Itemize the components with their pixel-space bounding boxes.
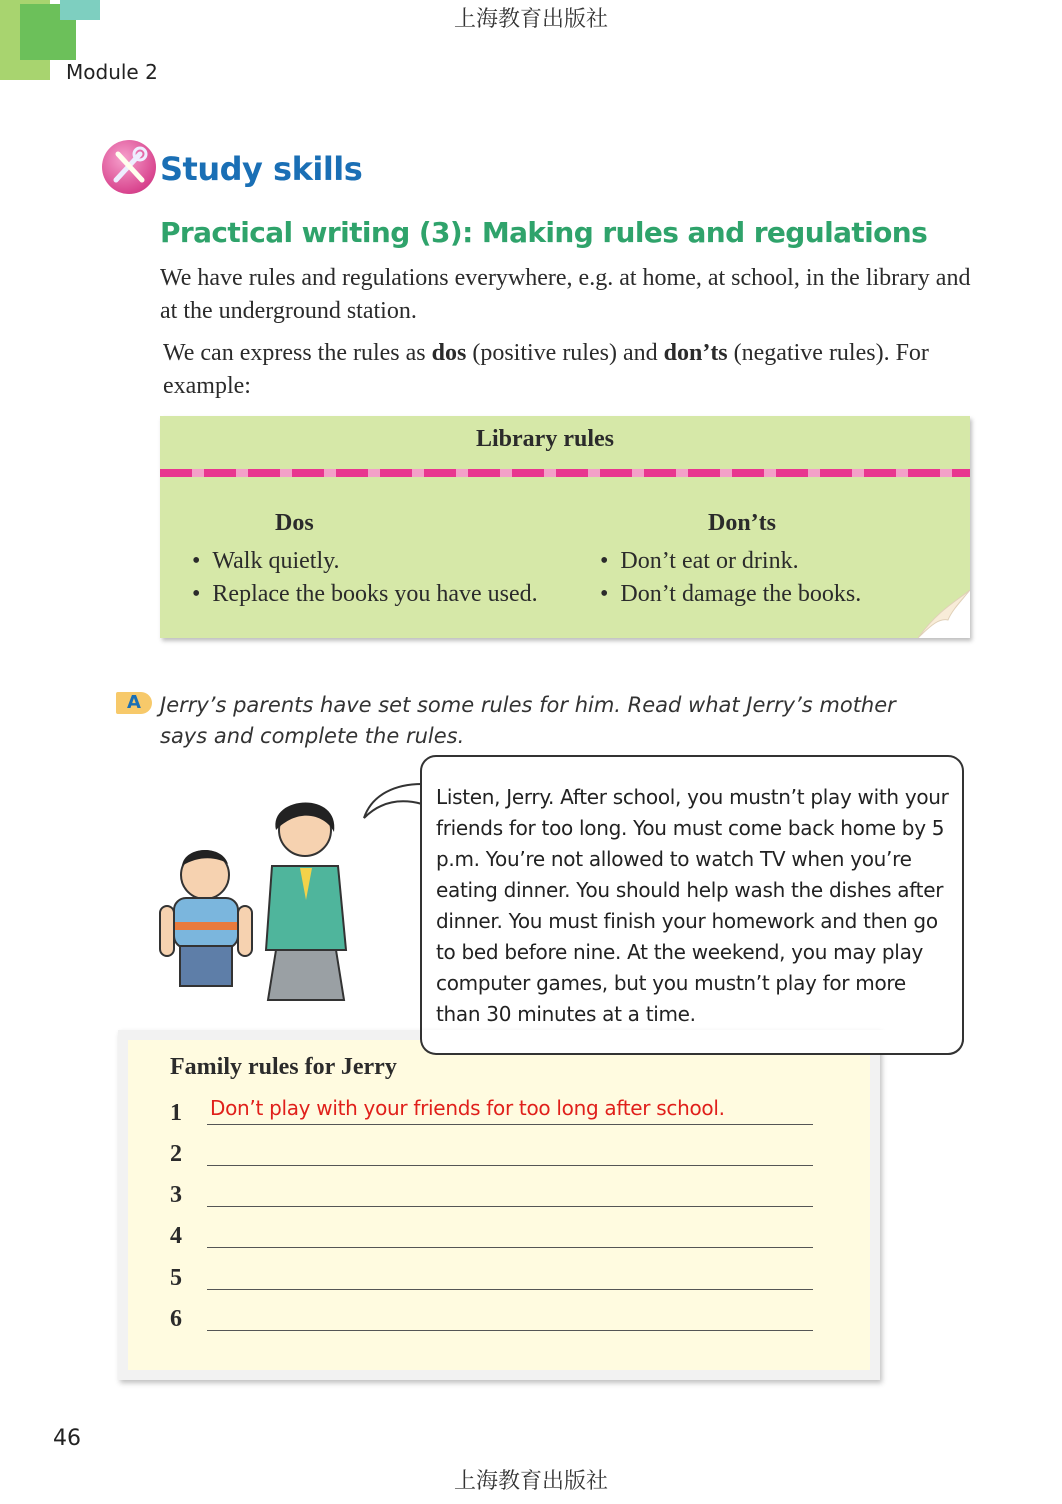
dashed-divider [160, 469, 970, 477]
intro-paragraph: We have rules and regulations everywhere, e.g. at home, at school, in the library and at the underground station. [160, 265, 971, 324]
rule-number: 5 [170, 1265, 182, 1291]
rule-number: 3 [170, 1182, 182, 1208]
publisher-footer: 上海教育出版社 [453, 1469, 608, 1494]
answer-line-5[interactable] [207, 1289, 813, 1290]
dos-rule: • Walk quietly. [192, 548, 340, 574]
intro-paragraph-2: We can express the rules as dos (positive rules) and don’ts (negative rules). For example: [163, 340, 929, 399]
rule-number: 4 [170, 1223, 182, 1249]
example-answer: Don’t play with your friends for too long after school. [210, 1096, 725, 1120]
section-title: Study skills [160, 150, 363, 188]
section-subtitle: Practical writing (3): Making rules and regulations [160, 216, 928, 249]
jerry-and-mother-illustration [150, 790, 370, 1010]
rule-number: 2 [170, 1141, 182, 1167]
activity-instruction: Jerry’s parents have set some rules for him. Read what Jerry’s mother says and complete the rules. [160, 693, 896, 748]
donts-rule: • Don’t damage the books. [600, 581, 862, 607]
library-rules-title: Library rules [476, 426, 614, 452]
tools-icon [102, 140, 156, 194]
speech-bubble-tail [360, 776, 426, 826]
speech-bubble-bottom [420, 1030, 964, 1055]
answer-line-1[interactable] [207, 1124, 813, 1125]
publisher-header: 上海教育出版社 [453, 7, 608, 32]
family-rules-panel-inner [128, 1040, 870, 1370]
speech-text: Listen, Jerry. After school, you mustn’t play with your friends for too long. You must come back home by 5 p.m. You’re not allowed to watch TV when you’re eating dinner. You should help wash the dishes after dinner. You must finish your homework and then go to bed before nine. At the weekend, you may play computer games, but you mustn’t play for more than 30 minutes at a time. [436, 785, 949, 1026]
page-curl-icon [918, 590, 970, 638]
rule-number: 6 [170, 1306, 182, 1332]
dos-rule: • Replace the books you have used. [192, 581, 538, 607]
donts-rule: • Don’t eat or drink. [600, 548, 799, 574]
answer-line-3[interactable] [207, 1206, 813, 1207]
dos-heading: Dos [275, 510, 314, 536]
page-number: 46 [53, 1426, 81, 1451]
family-rules-title: Family rules for Jerry [170, 1054, 397, 1080]
activity-label: A [116, 692, 152, 714]
answer-line-2[interactable] [207, 1165, 813, 1166]
answer-line-6[interactable] [207, 1330, 813, 1331]
answer-line-4[interactable] [207, 1247, 813, 1248]
donts-heading: Don’ts [708, 510, 777, 536]
module-label: Module 2 [66, 60, 158, 84]
rule-number: 1 [170, 1100, 182, 1126]
